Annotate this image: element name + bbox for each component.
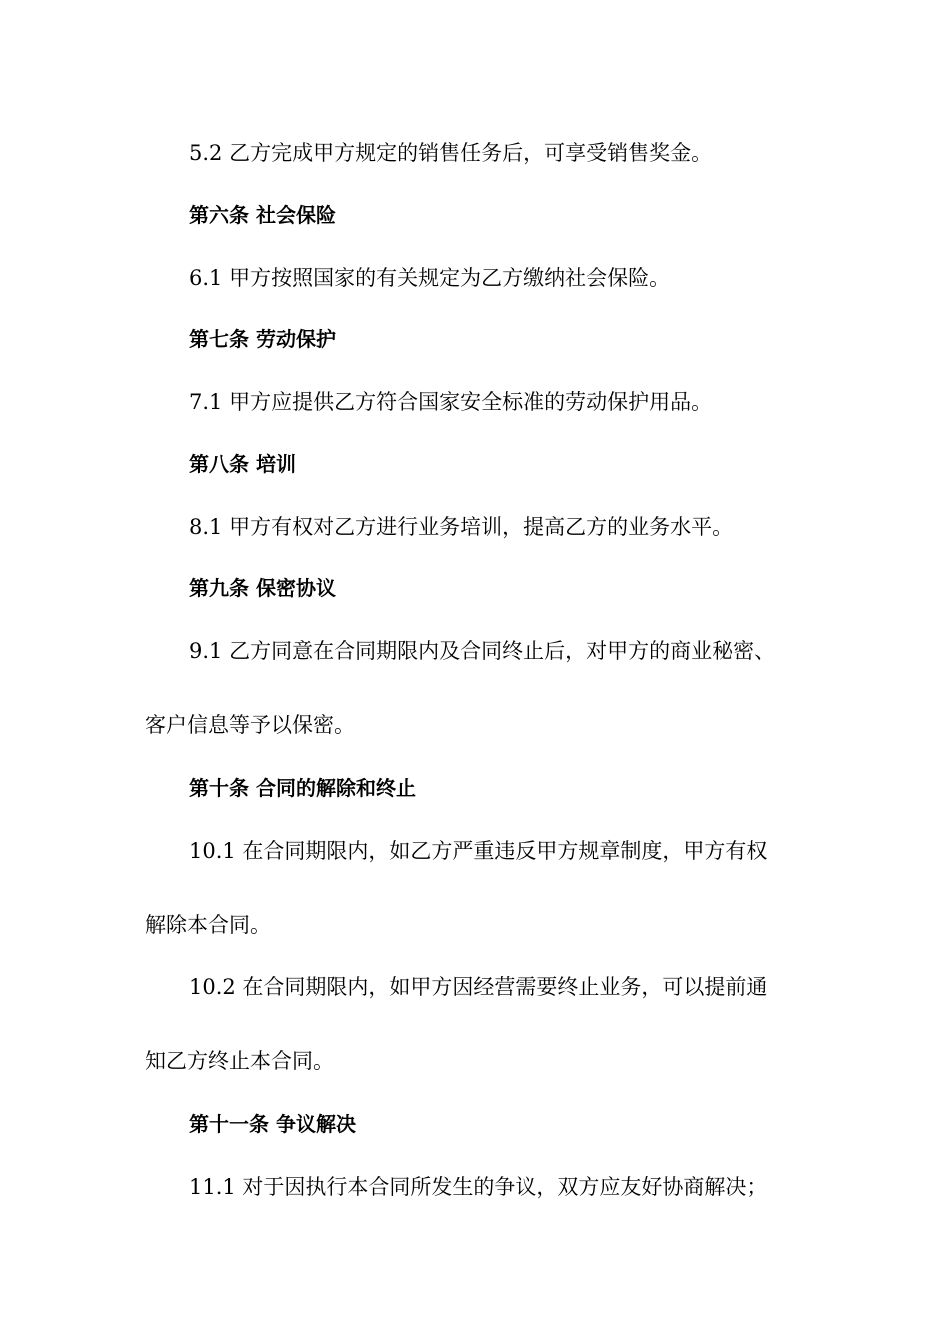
article-8-heading: 第八条 培训	[189, 452, 296, 476]
clause-9-1-line-1: 9.1 乙方同意在合同期限内及合同终止后，对甲方的商业秘密、	[189, 639, 776, 663]
clause-7-1-line-1: 7.1 甲方应提供乙方符合国家安全标准的劳动保护用品。	[189, 390, 713, 414]
clause-10-1-line-2: 解除本合同。	[145, 913, 271, 937]
article-7-heading: 第七条 劳动保护	[189, 327, 336, 351]
clause-8-1-line-1: 8.1 甲方有权对乙方进行业务培训，提高乙方的业务水平。	[189, 515, 734, 539]
clause-10-1-line-1: 10.1 在合同期限内，如乙方严重违反甲方规章制度，甲方有权	[189, 839, 768, 863]
article-11-heading: 第十一条 争议解决	[189, 1112, 356, 1136]
article-10-heading: 第十条 合同的解除和终止	[189, 776, 416, 800]
clause-9-1-line-2: 客户信息等予以保密。	[145, 713, 355, 737]
clause-6-1-line-1: 6.1 甲方按照国家的有关规定为乙方缴纳社会保险。	[189, 266, 671, 290]
article-9-heading: 第九条 保密协议	[189, 576, 336, 600]
clause-11-1-line-1: 11.1 对于因执行本合同所发生的争议，双方应友好协商解决；	[189, 1175, 768, 1199]
clause-10-2-line-1: 10.2 在合同期限内，如甲方因经营需要终止业务，可以提前通	[189, 975, 768, 999]
clause-10-2-line-2: 知乙方终止本合同。	[145, 1049, 334, 1073]
article-6-heading: 第六条 社会保险	[189, 203, 336, 227]
clause-5-2-line-1: 5.2 乙方完成甲方规定的销售任务后，可享受销售奖金。	[189, 141, 713, 165]
